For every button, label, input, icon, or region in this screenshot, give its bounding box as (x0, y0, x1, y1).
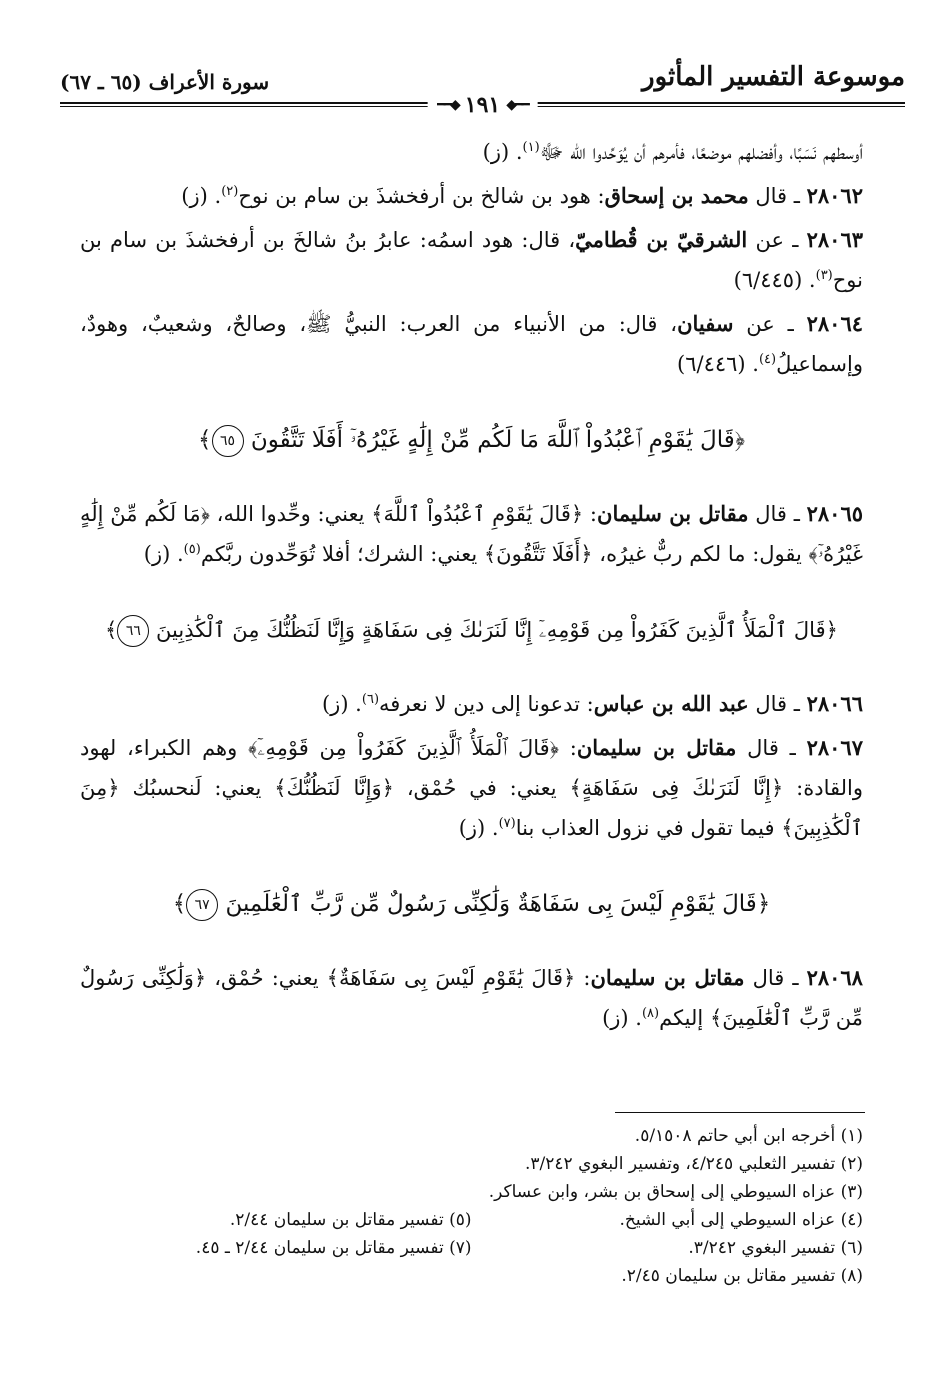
quran-quote: ﴿قَالَ يَٰقَوْمِ لَيْسَ بِى سَفَاهَةٌ﴾ (326, 966, 576, 990)
verse-bracket-open: ﴿ (825, 618, 838, 642)
narration-text: : هود بن شالخ بن أرفخشذَ بن سام بن نوح (238, 184, 605, 208)
footnote-ref: (٦) (361, 692, 380, 707)
narration-28066 (80, 684, 863, 724)
verse-bracket-close: ﴾ (105, 618, 118, 642)
footnote-ref: (٤) (758, 352, 777, 367)
narration-prefix: ـ قال (748, 502, 807, 526)
narrator-name: مقاتل بن سليمان (597, 501, 749, 526)
quran-quote: ﴿وَلَٰكِنِّى رَسُولٌ مِّن رَّبِّ ٱلْعَٰلَمِينَ﴾ (80, 966, 863, 1030)
source-tag: . (ز) (458, 816, 499, 840)
footnote-ref: (١) (522, 140, 540, 155)
narrator-name: سفيان (677, 311, 734, 336)
page-number: ١٩١ (464, 92, 501, 118)
surah-reference: سورة الأعراف (٦٥ ـ ٦٧) (60, 70, 270, 94)
narration-number: ٢٨٠٦٧ (806, 735, 863, 760)
narration-prefix: ـ قال (744, 966, 807, 990)
narration-text: : (559, 736, 577, 760)
narrator-name: عبد الله بن عباس (593, 691, 749, 716)
narration-text: : تدعونا إلى دين لا نعرفه (379, 692, 594, 716)
narration-number: ٢٨٠٦٣ (806, 227, 864, 252)
source-tag: . (ز) (602, 1006, 642, 1030)
narration-text: يقول: ما لكم ربٌّ غيرُه، (592, 542, 809, 566)
quran-quote: ﴿مِنَ ٱلْكَٰذِبِينَ﴾ (80, 776, 863, 840)
source-tag: . (ز) (482, 140, 523, 164)
narration-text: يعني: وحِّدوا الله، (209, 502, 372, 526)
quran-quote: ﴿إِنَّا لَنَرَىٰكَ فِى سَفَاهَةٍ﴾ (569, 776, 784, 800)
narration-text: يعني: الشرك؛ أفلا تُوَحِّدون ربَّكم (200, 542, 484, 566)
verse-bracket-close: ﴾ (198, 427, 212, 453)
narration-text: ، قال: هود اسمُه: عابرُ بنُ شالخَ بن أرفخشذَ بن سام بن نوح (80, 228, 863, 292)
quran-quote: ﴿قَالَ ٱلْمَلَأُ ٱلَّذِينَ كَفَرُواْ مِن قَوْمِهِۦٓ﴾ (248, 736, 559, 760)
source-tag: . (ز) (321, 692, 362, 716)
quran-quote: ﴿قَالَ يَٰقَوْمِ ٱعْبُدُواْ ٱللَّهَ﴾ (371, 502, 584, 526)
footnote-1: (١) أخرجه ابن أبي حاتم ٥/١٥٠٨. (634, 1126, 863, 1146)
narration-text: يعني: حُمْق، (206, 966, 327, 990)
narration-prefix: ـ قال (748, 692, 807, 716)
narration-28067 (80, 728, 863, 848)
source-tag: . (ز) (143, 542, 184, 566)
footnote-2: (٢) تفسير الثعلبي ٤/٢٤٥، وتفسير البغوي ٣/٢٤٢. (525, 1154, 863, 1174)
narration-28065 (80, 494, 863, 574)
source-tag: . (٦/٤٤٥) (733, 268, 816, 292)
narration-prefix: ـ قال (748, 184, 807, 208)
narrator-name: محمد بن إسحاق (604, 183, 749, 208)
book-title: موسوعة التفسير المأثور (642, 62, 905, 92)
source-tag: . (٦/٤٤٦) (677, 352, 759, 376)
footnote-7: (٧) تفسير مقاتل بن سليمان ٢/٤٤ ـ ٤٥. (195, 1238, 472, 1258)
verse-bracket-close: ﴾ (172, 891, 187, 917)
narration-text: إليكم (659, 1006, 710, 1030)
ornament-icon: ◆━━ (506, 97, 528, 113)
footnote-ref: (٨) (641, 1006, 660, 1021)
footnote-8: (٨) تفسير مقاتل بن سليمان ٢/٤٥. (621, 1266, 863, 1286)
verse-bracket-open: ﴿ (756, 891, 771, 917)
verse-bracket-open: ﴿ (734, 427, 745, 453)
narration-text: ، قال: من الأنبياء من العرب: النبيُّ ﷺ، وصالحٌ، وشعيبٌ، وهودٌ، وإسماعيلُ (80, 312, 863, 376)
narration-text: وهم الكبراء، لهود والقادة: (80, 736, 863, 800)
footnote-ref: (٣) (815, 268, 833, 283)
quran-verse-65 (80, 420, 863, 460)
narration-28062 (80, 176, 863, 216)
narration-prefix: ـ عن (747, 228, 807, 252)
footnote-5: (٥) تفسير مقاتل بن سليمان ٢/٤٤. (229, 1210, 472, 1230)
narrator-name: مقاتل بن سليمان (590, 965, 745, 990)
verse-text: قَالَ يَٰقَوْمِ لَيْسَ بِى سَفَاهَةٌ وَلَٰكِنِّى رَسُولٌ مِّن رَّبِّ ٱلْعَٰلَمِينَ (225, 891, 757, 917)
page-header (60, 52, 905, 122)
verse-number-marker: ٦٦ (117, 615, 149, 647)
narration-number: ٢٨٠٦٨ (806, 965, 863, 990)
footnotes (80, 1122, 863, 1290)
narrator-name: مقاتل بن سليمان (576, 735, 737, 760)
narration-text: : (575, 966, 591, 990)
paragraph-text: أوسطهم نَسَبًا، وأفضلهم موضعًا، فأمرهم أن يُوَحِّدوا الله ﷻ (539, 140, 863, 164)
quran-quote: ﴿وَإِنَّا لَنَظُنُّكَ﴾ (274, 776, 394, 800)
footnote-6: (٦) تفسير البغوي ٣/٢٤٢. (688, 1238, 863, 1258)
quran-quote: ﴿مَا لَكُم مِّنْ إِلَٰهٍ غَيْرُهُۥٓ﴾ (80, 502, 863, 566)
footnote-ref: (٥) (183, 542, 201, 557)
narration-number: ٢٨٠٦٦ (806, 691, 863, 716)
narration-text: يعني: لَنحسبُك (119, 776, 275, 800)
footnote-3: (٣) عزاه السيوطي إلى إسحاق بن بشر، وابن عساكر. (488, 1182, 863, 1202)
source-tag: . (ز) (181, 184, 222, 208)
narration-text: يعني: في حُمْق، (393, 776, 570, 800)
narration-text: فيما تقول في نزول العذاب بنا (515, 816, 782, 840)
footnote-separator (615, 1112, 865, 1113)
verse-text: قَالَ ٱلْمَلَأُ ٱلَّذِينَ كَفَرُواْ مِن قَوْمِهِۦٓ إِنَّا لَنَرَىٰكَ فِى سَفَاهَةٍ وَإِنَّا لَنَظُنُّكَ مِنَ ٱلْكَٰذِبِينَ (156, 618, 826, 642)
ornament-icon: ━━◆ (437, 97, 459, 113)
narration-prefix: ـ قال (736, 736, 807, 760)
narration-prefix: ـ عن (733, 312, 807, 336)
narration-text: : (583, 502, 598, 526)
narration-28063 (80, 220, 863, 300)
verse-number-marker: ٦٧ (186, 889, 218, 921)
page-number-box (427, 92, 538, 118)
footnote-ref: (٧) (498, 816, 516, 831)
footnote-4: (٤) عزاه السيوطي إلى أبي الشيخ. (619, 1210, 863, 1230)
narration-number: ٢٨٠٦٢ (806, 183, 863, 208)
footnote-ref: (٢) (221, 184, 239, 199)
verse-number-marker: ٦٥ (212, 425, 244, 457)
narration-number: ٢٨٠٦٤ (806, 311, 864, 336)
narration-28064 (80, 304, 863, 384)
narration-28068 (80, 958, 863, 1038)
quran-quote: ﴿أَفَلَا تَتَّقُونَ﴾ (483, 542, 593, 566)
quran-verse-67 (80, 884, 863, 924)
narrator-name: الشرقيّ بن قُطاميّ (575, 227, 748, 252)
page-body (80, 132, 863, 1038)
paragraph-continuation (80, 132, 863, 172)
quran-verse-66 (80, 610, 863, 650)
verse-text: قَالَ يَٰقَوْمِ ٱعْبُدُواْ ٱللَّهَ مَا لَكُم مِّنْ إِلَٰهٍ غَيْرُهُۥٓ أَفَلَا تَتَّقُونَ (250, 427, 735, 453)
narration-number: ٢٨٠٦٥ (806, 501, 864, 526)
